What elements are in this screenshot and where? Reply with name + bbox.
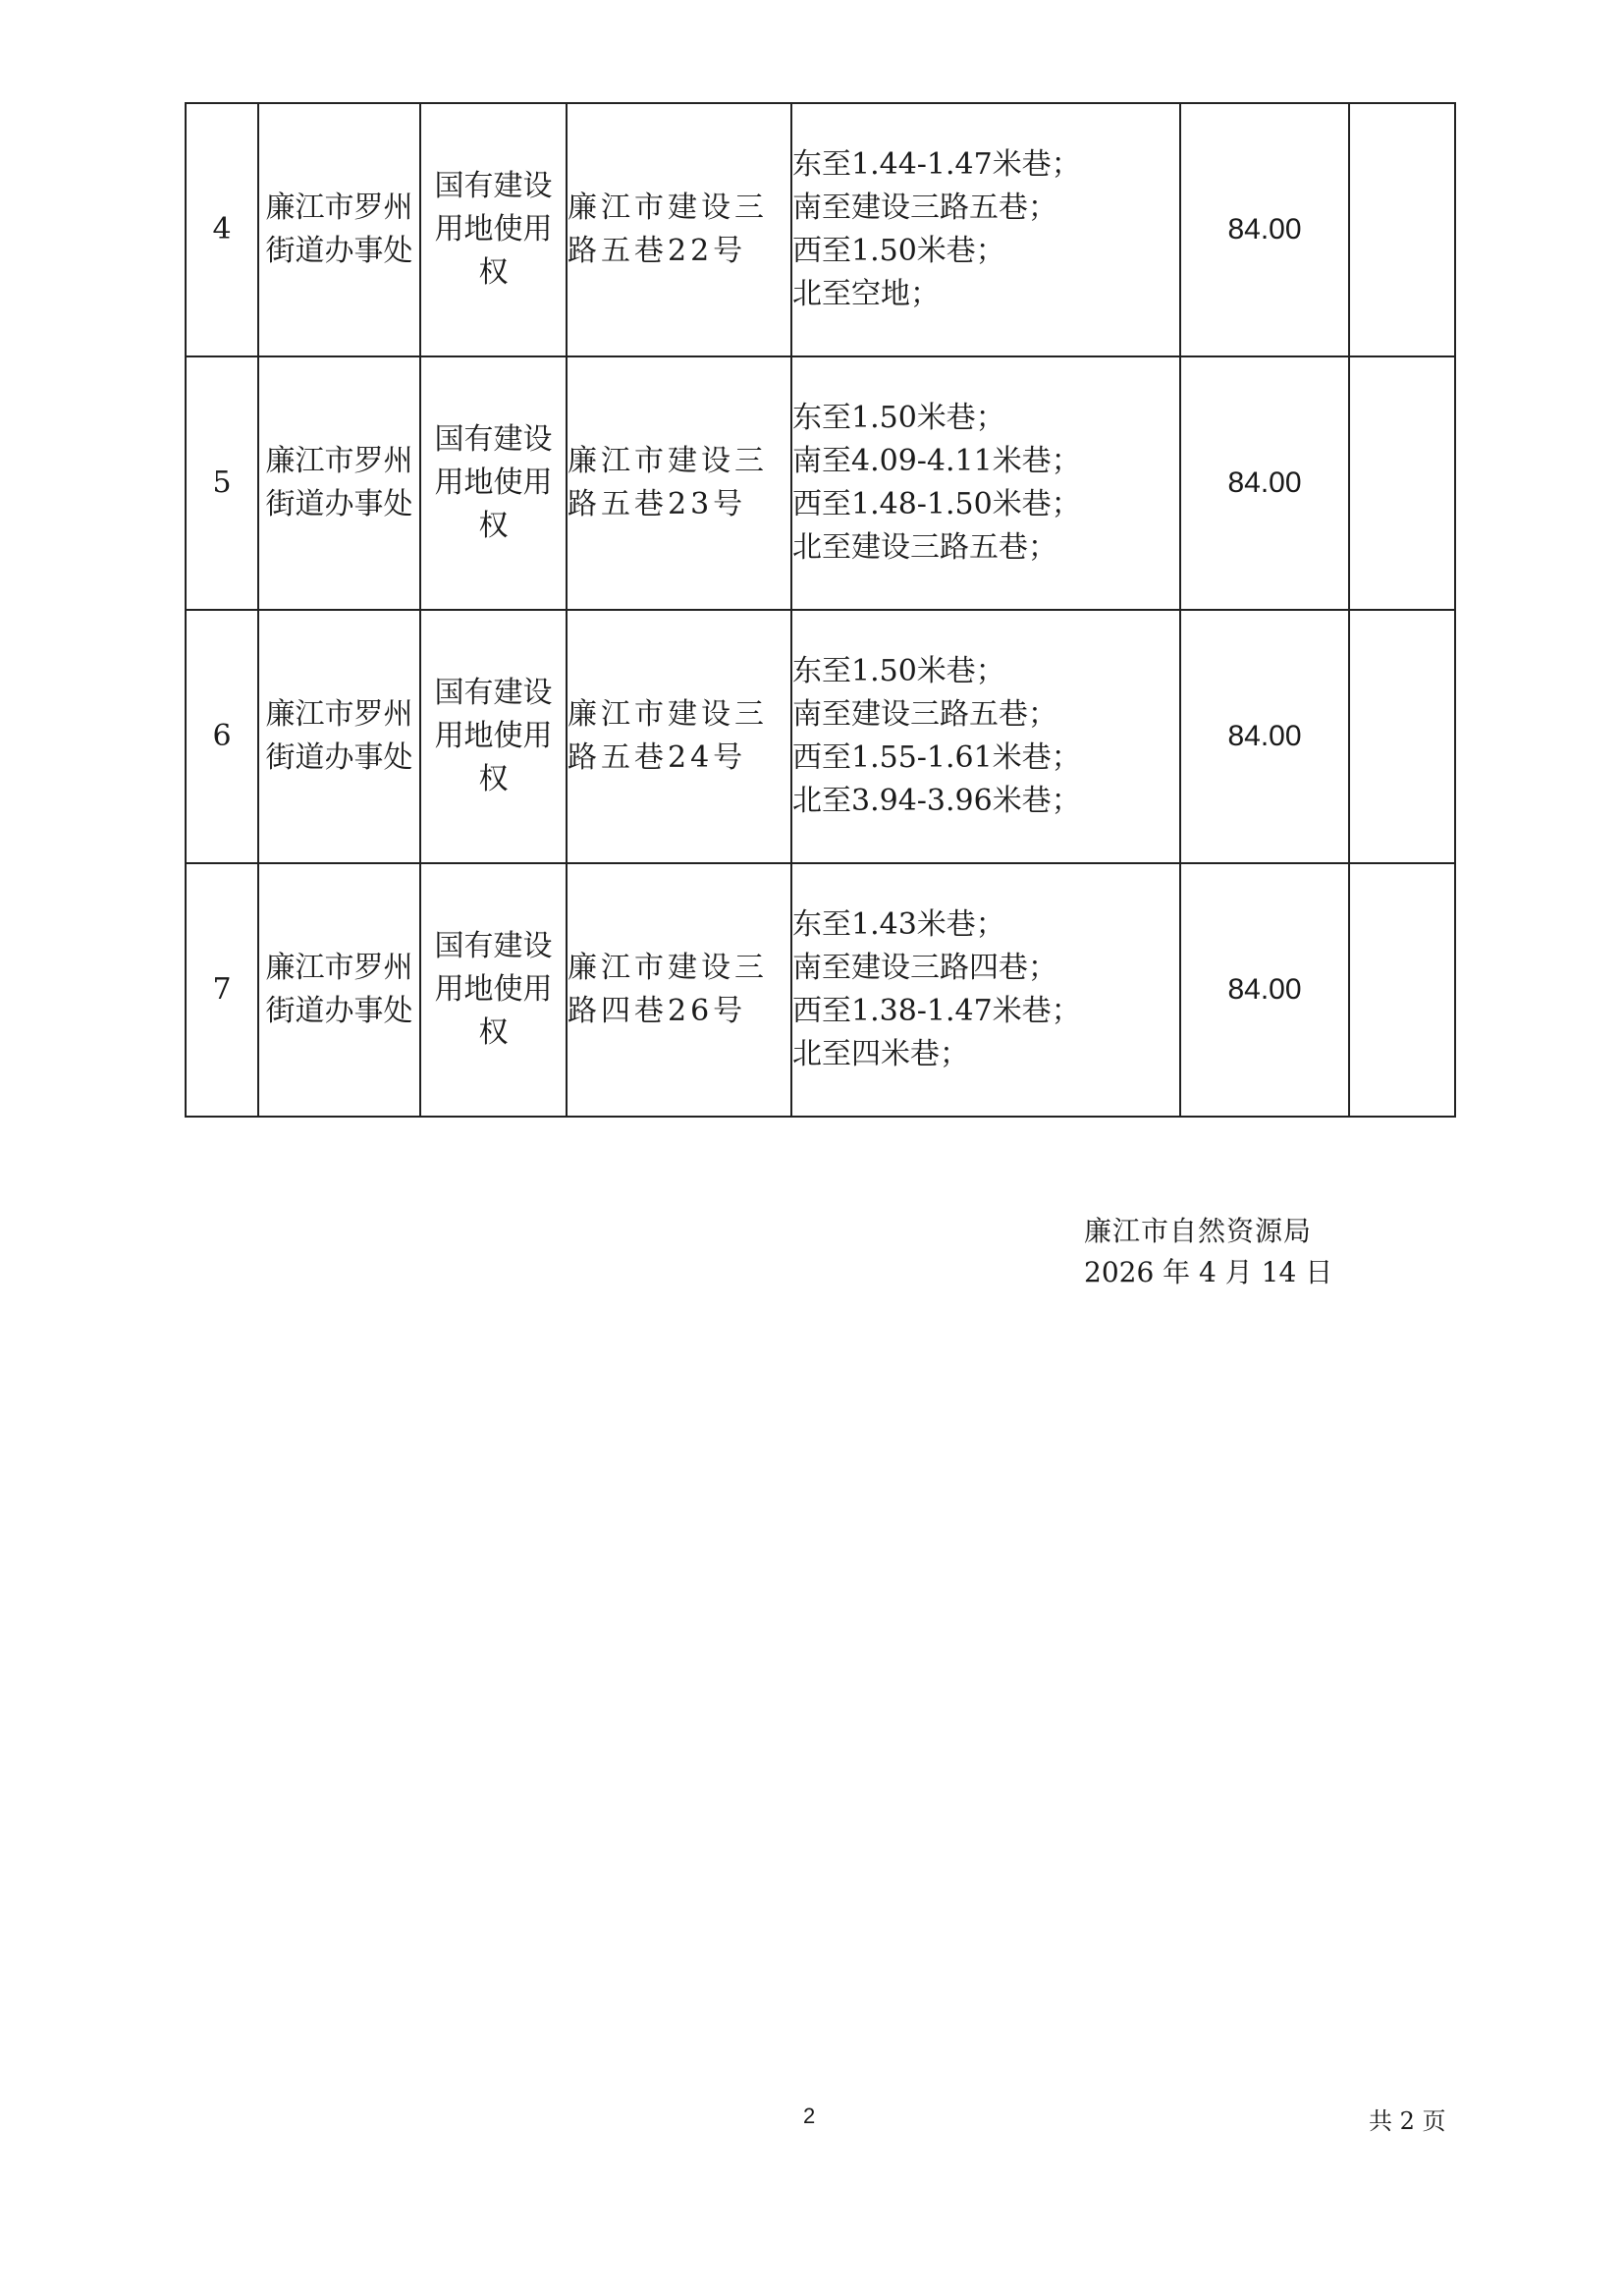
parcel-area: 84.00 <box>1180 103 1349 356</box>
parcel-address: 廉江市建设三路五巷24号 <box>567 610 791 863</box>
boundary-west: 西至1.50米巷； <box>792 234 1005 268</box>
parcel-area: 84.00 <box>1180 356 1349 610</box>
page-total: 共 2 页 <box>1369 2107 1446 2135</box>
boundary-east: 东至1.50米巷； <box>792 654 1005 688</box>
parcel-note <box>1349 103 1455 356</box>
table-row <box>186 356 1455 610</box>
parcel-area: 84.00 <box>1180 863 1349 1117</box>
parcel-address: 廉江市建设三路四巷26号 <box>567 863 791 1117</box>
issuer-name: 廉江市自然资源局 <box>1084 1215 1313 1247</box>
row-number: 5 <box>186 356 258 610</box>
boundary-north: 北至3.94-3.96米巷； <box>792 784 1081 818</box>
right-holder: 廉江市罗州街道办事处 <box>258 356 420 610</box>
table-body <box>186 103 1455 1117</box>
boundary-south: 南至建设三路五巷； <box>792 191 1057 225</box>
row-number: 7 <box>186 863 258 1117</box>
issue-date: 2026 年 4 月 14 日 <box>1084 1256 1333 1288</box>
boundary-south: 南至4.09-4.11米巷； <box>792 444 1081 478</box>
parcel-boundaries <box>791 610 1180 863</box>
boundary-south: 南至建设三路五巷； <box>792 697 1057 732</box>
table-row <box>186 103 1455 356</box>
boundary-north: 北至空地； <box>792 277 940 311</box>
boundary-west: 西至1.48-1.50米巷； <box>792 487 1081 521</box>
parcel-boundaries <box>791 863 1180 1117</box>
page-number: 2 <box>803 2104 816 2128</box>
right-type: 国有建设用地使用权 <box>420 610 567 863</box>
parcel-boundaries <box>791 103 1180 356</box>
parcel-note <box>1349 356 1455 610</box>
parcel-area: 84.00 <box>1180 610 1349 863</box>
boundary-north: 北至四米巷； <box>792 1037 969 1071</box>
boundary-west: 西至1.55-1.61米巷； <box>792 740 1081 775</box>
right-type: 国有建设用地使用权 <box>420 356 567 610</box>
boundary-east: 东至1.50米巷； <box>792 401 1005 435</box>
table-row <box>186 863 1455 1117</box>
right-type: 国有建设用地使用权 <box>420 103 567 356</box>
parcel-note <box>1349 863 1455 1117</box>
land-parcel-table <box>185 102 1456 1118</box>
parcel-address: 廉江市建设三路五巷22号 <box>567 103 791 356</box>
row-number: 6 <box>186 610 258 863</box>
right-holder: 廉江市罗州街道办事处 <box>258 610 420 863</box>
boundary-south: 南至建设三路四巷； <box>792 951 1057 985</box>
right-holder: 廉江市罗州街道办事处 <box>258 863 420 1117</box>
parcel-note <box>1349 610 1455 863</box>
row-number: 4 <box>186 103 258 356</box>
table-row <box>186 610 1455 863</box>
boundary-north: 北至建设三路五巷； <box>792 530 1057 565</box>
boundary-east: 东至1.43米巷； <box>792 907 1005 942</box>
parcel-address: 廉江市建设三路五巷23号 <box>567 356 791 610</box>
right-holder: 廉江市罗州街道办事处 <box>258 103 420 356</box>
right-type: 国有建设用地使用权 <box>420 863 567 1117</box>
boundary-east: 东至1.44-1.47米巷； <box>792 147 1081 182</box>
parcel-boundaries <box>791 356 1180 610</box>
boundary-west: 西至1.38-1.47米巷； <box>792 994 1081 1028</box>
